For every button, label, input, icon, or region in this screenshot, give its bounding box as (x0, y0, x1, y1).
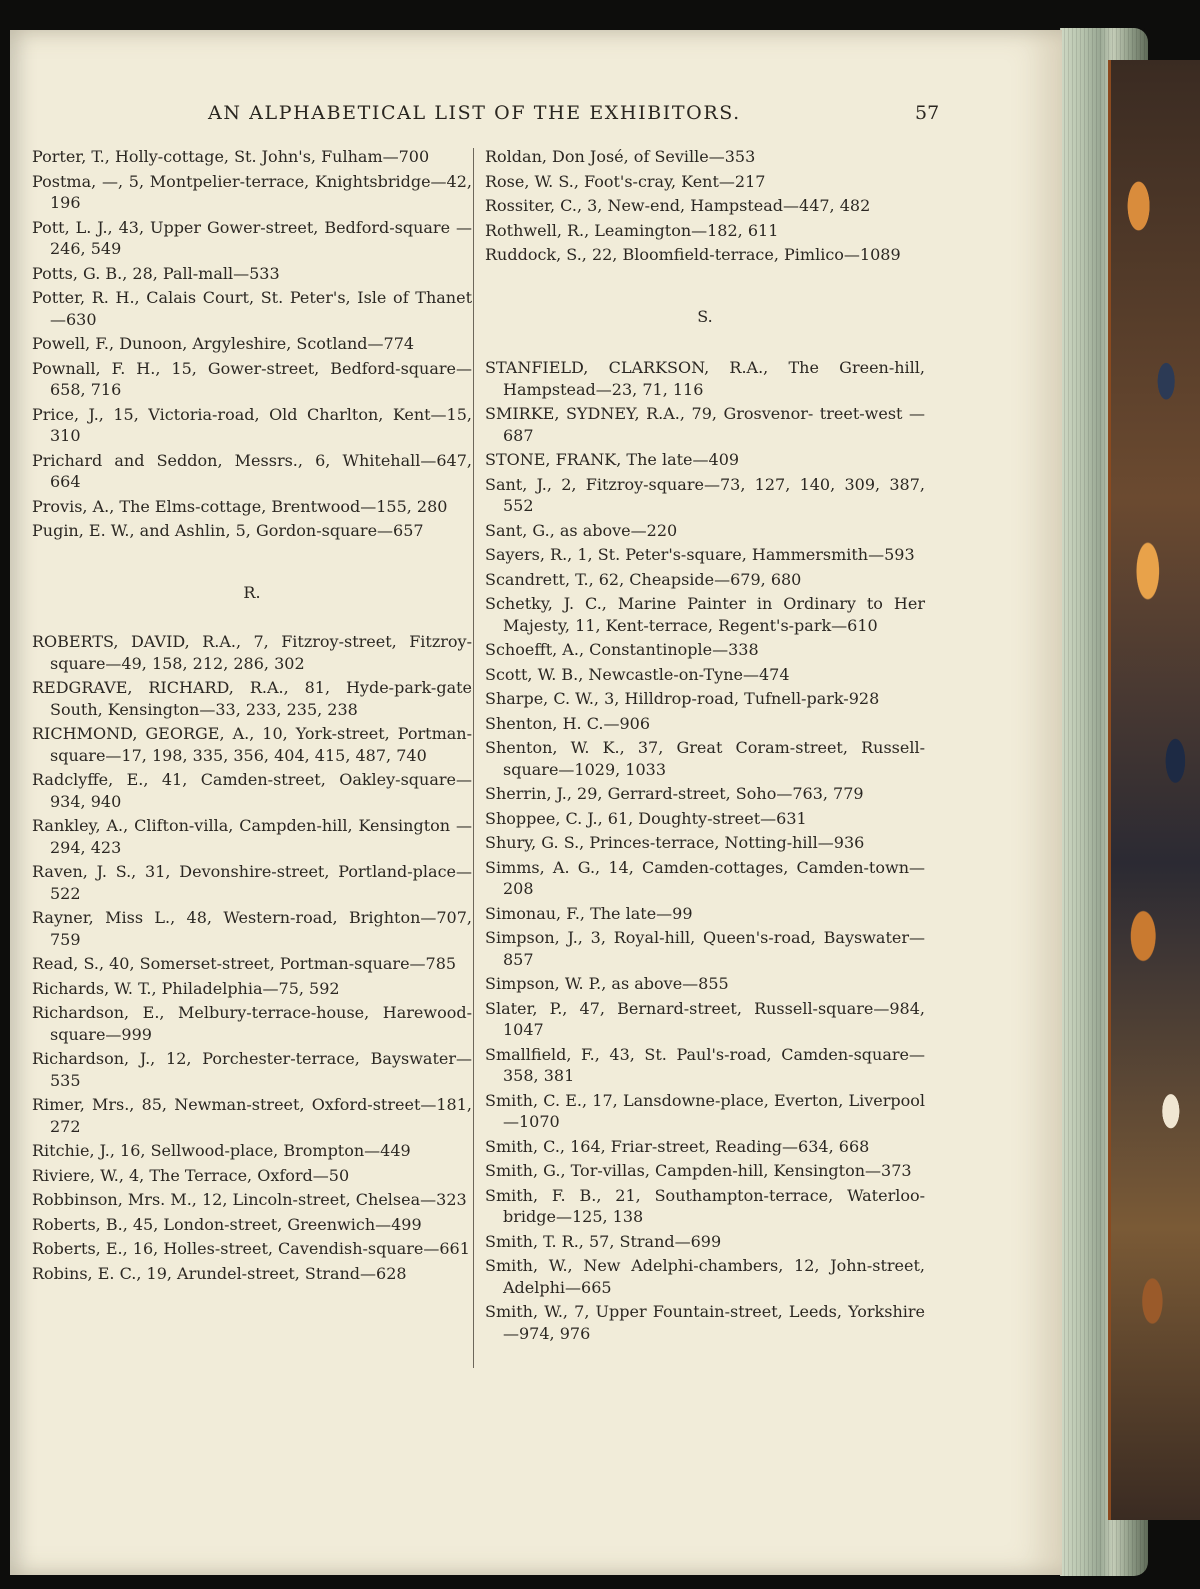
left-column (32, 146, 472, 1287)
list-item: Smallfield, F., 43, St. Paul's-road, Camden-square—358, 381 (485, 1044, 925, 1085)
list-item: Schetky, J. C., Marine Painter in Ordinary to Her Majesty, 11, Kent-terrace, Regent's-park—610 (485, 594, 925, 635)
list-item: Sherrin, J., 29, Gerrard-street, Soho—763, 779 (485, 784, 864, 803)
list-item: Schoefft, A., Constantinople—338 (485, 640, 759, 659)
list-item: Richardson, J., 12, Porchester-terrace, Bayswater—535 (32, 1049, 472, 1090)
list-item: Rose, W. S., Foot's-cray, Kent—217 (485, 171, 766, 191)
list-item: Read, S., 40, Somerset-street, Portman-square—785 (32, 954, 457, 973)
list-item: Roberts, B., 45, London-street, Greenwich—499 (32, 1214, 422, 1234)
list-item: Smith, T. R., 57, Strand—699 (485, 1231, 722, 1251)
list-item: Pott, L. J., 43, Upper Gower-street, Bedford-square —246, 549 (32, 217, 472, 258)
list-item: SMIRKE, SYDNEY, R.A., 79, Grosvenor- treet-west —687 (485, 404, 925, 445)
list-item: Shury, G. S., Princes-terrace, Notting-hill—936 (485, 833, 865, 852)
list-item: Sayers, R., 1, St. Peter's-square, Hammersmith—593 (485, 545, 915, 564)
section-heading-s: S. (697, 306, 713, 326)
list-item: Roldan, Don José, of Seville—353 (485, 147, 756, 166)
list-item: Robbinson, Mrs. M., 12, Lincoln-street, Chelsea—323 (32, 1190, 467, 1209)
list-item: Provis, A., The Elms-cottage, Brentwood—155, 280 (32, 496, 448, 516)
list-item: ROBERTS, DAVID, R.A., 7, Fitzroy-street, Fitzroy-square—49, 158, 212, 286, 302 (32, 632, 472, 673)
list-item: Potts, G. B., 28, Pall-mall—533 (32, 263, 280, 283)
list-item: Price, J., 15, Victoria-road, Old Charlton, Kent—15, 310 (32, 404, 472, 445)
list-item: Potter, R. H., Calais Court, St. Peter's, Isle of Thanet —630 (32, 288, 472, 329)
list-item: Prichard and Seddon, Messrs., 6, Whitehall—647, 664 (32, 450, 472, 491)
list-item: Sant, J., 2, Fitzroy-square—73, 127, 140, 309, 387, 552 (485, 474, 925, 515)
list-item: Shenton, H. C.—906 (485, 713, 650, 733)
list-item: RICHMOND, GEORGE, A., 10, York-street, Portman-square—17, 198, 335, 356, 404, 415, 487, 740 (32, 724, 472, 765)
list-item: Slater, P., 47, Bernard-street, Russell-square—984, 1047 (485, 998, 925, 1039)
list-item: Roberts, E., 16, Holles-street, Cavendish-square—661 (32, 1239, 470, 1258)
list-item: Scandrett, T., 62, Cheapside—679, 680 (485, 569, 802, 589)
list-item: Smith, W., 7, Upper Fountain-street, Leeds, Yorkshire—974, 976 (485, 1302, 925, 1343)
list-item: Porter, T., Holly-cottage, St. John's, Fulham—700 (32, 147, 430, 166)
list-item: Ruddock, S., 22, Bloomfield-terrace, Pimlico—1089 (485, 245, 901, 264)
list-item: Smith, G., Tor-villas, Campden-hill, Kensington—373 (485, 1161, 912, 1180)
list-item: Smith, F. B., 21, Southampton-terrace, Waterloo-bridge—125, 138 (485, 1185, 925, 1226)
book-page (10, 30, 1062, 1575)
list-item: Scott, W. B., Newcastle-on-Tyne—474 (485, 664, 790, 684)
list-item: Simpson, W. P., as above—855 (485, 974, 729, 993)
column-divider (473, 148, 474, 1368)
list-item: Simpson, J., 3, Royal-hill, Queen's-road, Bayswater—857 (485, 928, 925, 969)
list-item: Pugin, E. W., and Ashlin, 5, Gordon-square—657 (32, 521, 424, 540)
marbled-endpaper (1108, 60, 1200, 1520)
list-item: Richardson, E., Melbury-terrace-house, Harewood-square—999 (32, 1003, 472, 1044)
right-column (485, 146, 925, 1347)
list-item: Rothwell, R., Leamington—182, 611 (485, 220, 779, 240)
list-item: Robins, E. C., 19, Arundel-street, Strand—628 (32, 1263, 407, 1283)
running-head: AN ALPHABETICAL LIST OF THE EXHIBITORS. (208, 102, 741, 124)
list-item: Richards, W. T., Philadelphia—75, 592 (32, 978, 340, 998)
list-item: Shoppee, C. J., 61, Doughty-street—631 (485, 808, 807, 828)
list-item: Postma, —, 5, Montpelier-terrace, Knightsbridge—42, 196 (32, 171, 472, 212)
section-heading-r: R. (243, 582, 261, 602)
list-item: Sharpe, C. W., 3, Hilldrop-road, Tufnell-park-928 (485, 689, 880, 708)
list-item: Sant, G., as above—220 (485, 520, 678, 540)
list-item: Radclyffe, E., 41, Camden-street, Oakley-square—934, 940 (32, 770, 472, 811)
list-item: Shenton, W. K., 37, Great Coram-street, Russell-square—1029, 1033 (485, 738, 925, 779)
list-item: STANFIELD, CLARKSON, R.A., The Green-hill, Hampstead—23, 71, 116 (485, 358, 925, 399)
list-item: Rayner, Miss L., 48, Western-road, Brighton—707, 759 (32, 908, 472, 949)
list-item: Simms, A. G., 14, Camden-cottages, Camden-town—208 (485, 857, 925, 898)
list-item: Smith, C., 164, Friar-street, Reading—634, 668 (485, 1136, 870, 1156)
list-item: Pownall, F. H., 15, Gower-street, Bedford-square—658, 716 (32, 358, 472, 399)
list-item: Ritchie, J., 16, Sellwood-place, Brompton—449 (32, 1141, 411, 1160)
list-item: STONE, FRANK, The late—409 (485, 450, 740, 469)
list-item: Rossiter, C., 3, New-end, Hampstead—447, 482 (485, 196, 871, 215)
list-item: Rimer, Mrs., 85, Newman-street, Oxford-street—181, 272 (32, 1095, 472, 1136)
page-number: 57 (915, 102, 940, 124)
list-item: Rankley, A., Clifton-villa, Campden-hill, Kensington —294, 423 (32, 816, 472, 857)
list-item: Smith, W., New Adelphi-chambers, 12, John-street, Adelphi—665 (485, 1256, 925, 1297)
list-item: Riviere, W., 4, The Terrace, Oxford—50 (32, 1165, 350, 1185)
list-item: Smith, C. E., 17, Lansdowne-place, Everton, Liverpool—1070 (485, 1090, 925, 1131)
list-item: Raven, J. S., 31, Devonshire-street, Portland-place—522 (32, 862, 472, 903)
list-item: Simonau, F., The late—99 (485, 903, 693, 923)
list-item: Powell, F., Dunoon, Argyleshire, Scotland—774 (32, 334, 415, 353)
list-item: REDGRAVE, RICHARD, R.A., 81, Hyde-park-gate South, Kensington—33, 233, 235, 238 (32, 678, 472, 719)
